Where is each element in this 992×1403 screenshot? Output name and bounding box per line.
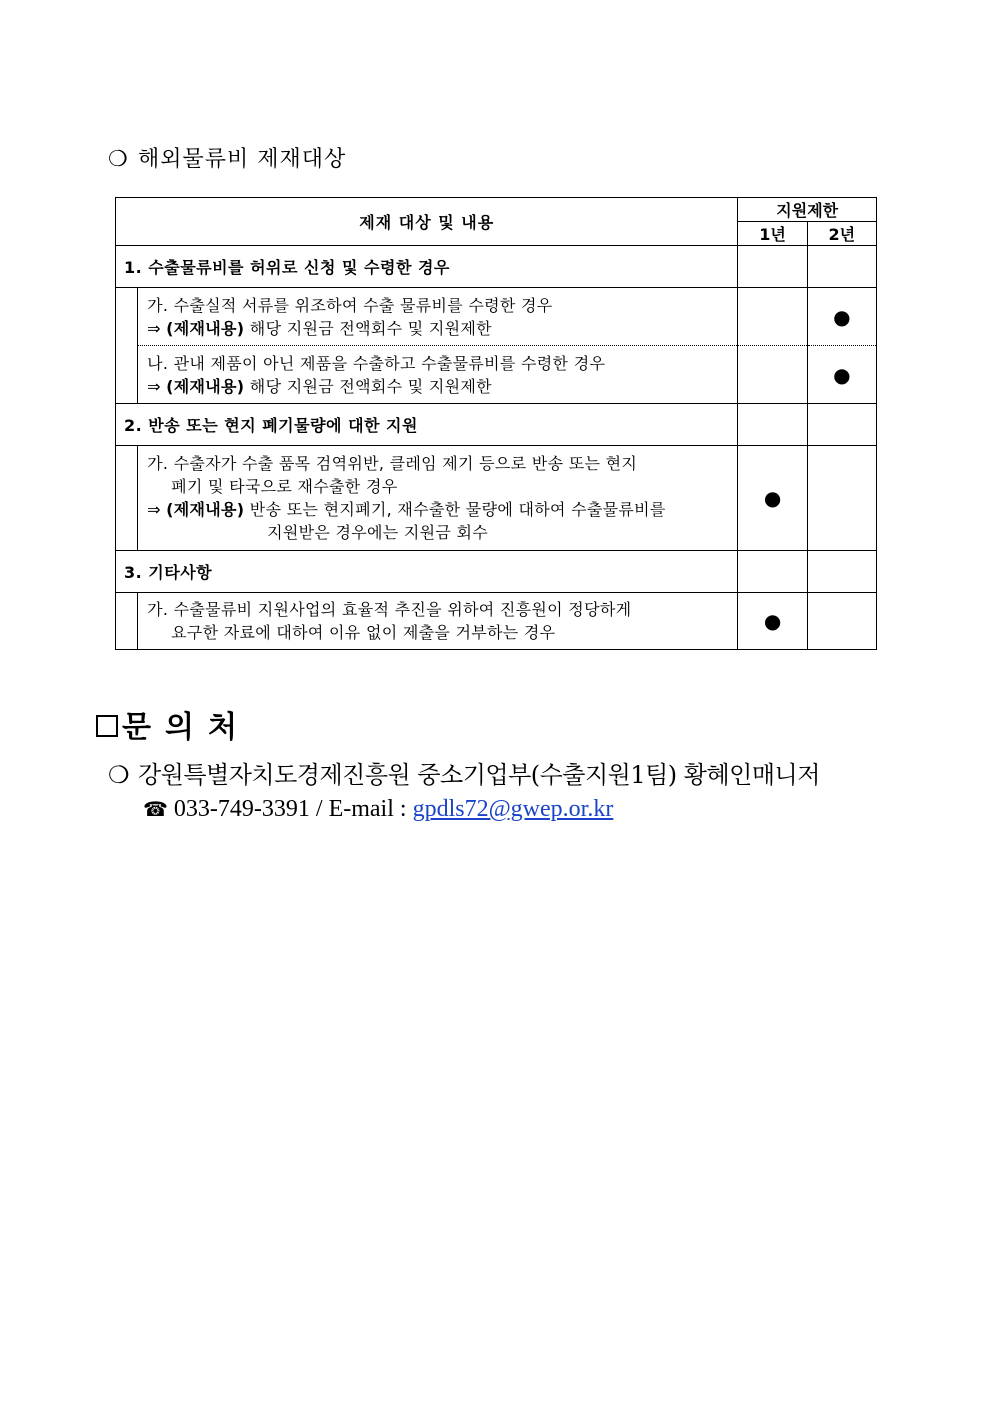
item-1b: 나. 관내 제품이 아닌 제품을 수출하고 수출물류비를 수령한 경우 ⇒ (제재내용) 해당 지원금 전액회수 및 지원제한	[138, 346, 738, 404]
section-title: 해외물류비 제재대상	[138, 147, 347, 172]
item-2a: 가. 수출자가 수출 품목 검역위반, 클레임 제기 등으로 반송 또는 현지 폐기 및 타국으로 재수출한 경우 ⇒ (제재내용) 반송 또는 현지폐기, 재수출한 물량에 대하여 수출물류비를 지원받은 경우에는 지원금 회수	[138, 446, 738, 551]
contact-heading	[96, 702, 251, 746]
header-1-year: 1년	[738, 222, 807, 246]
header-limit: 지원제한	[738, 198, 877, 222]
contact-org-line	[108, 755, 820, 790]
cell-empty	[807, 593, 876, 650]
email-link[interactable]: gpdls72@gwep.or.kr	[412, 796, 614, 822]
item-1a: 가. 수출실적 서류를 위조하여 수출 물류비를 수령한 경우 ⇒ (제재내용) 해당 지원금 전액회수 및 지원제한	[138, 288, 738, 346]
section-heading	[108, 142, 346, 173]
table-header-row	[116, 198, 877, 222]
table-row	[116, 446, 877, 551]
category-1-label: 1. 수출물류비를 허위로 신청 및 수령한 경우	[116, 246, 738, 288]
category-row	[116, 551, 877, 593]
cell-empty	[738, 346, 807, 404]
mark-1-year: ●	[738, 593, 807, 650]
mark-2-year: ●	[807, 288, 876, 346]
contact-title: 문의처	[122, 710, 251, 745]
checkbox-square-icon	[96, 715, 118, 737]
cell-empty	[807, 404, 876, 446]
circle-bullet-icon: ❍	[108, 147, 129, 172]
table-row	[116, 346, 877, 404]
cell-empty	[807, 551, 876, 593]
category-row	[116, 246, 877, 288]
cell-empty	[738, 288, 807, 346]
sanction-table	[115, 197, 877, 650]
indent-cell	[116, 288, 138, 404]
circle-bullet-icon: ❍	[108, 761, 130, 789]
indent-cell	[116, 446, 138, 551]
category-2-label: 2. 반송 또는 현지 폐기물량에 대한 지원	[116, 404, 738, 446]
table-row	[116, 593, 877, 650]
phone-number: 033-749-3391	[173, 796, 310, 822]
contact-phone-line	[143, 796, 613, 823]
header-content: 제재 대상 및 내용	[116, 198, 738, 246]
cell-empty	[738, 404, 807, 446]
mark-2-year: ●	[807, 346, 876, 404]
email-separator: / E-mail :	[309, 796, 413, 822]
category-3-label: 3. 기타사항	[116, 551, 738, 593]
cell-empty	[807, 246, 876, 288]
table-row	[116, 288, 877, 346]
mark-1-year: ●	[738, 446, 807, 551]
header-2-year: 2년	[807, 222, 876, 246]
indent-cell	[116, 593, 138, 650]
telephone-icon: ☎	[143, 799, 168, 821]
cell-empty	[807, 446, 876, 551]
cell-empty	[738, 551, 807, 593]
item-3a: 가. 수출물류비 지원사업의 효율적 추진을 위하여 진흥원이 정당하게 요구한 자료에 대하여 이유 없이 제출을 거부하는 경우	[138, 593, 738, 650]
contact-org: 강원특별자치도경제진흥원 중소기업부(수출지원1팀) 황혜인매니저	[138, 761, 820, 789]
cell-empty	[738, 246, 807, 288]
category-row	[116, 404, 877, 446]
